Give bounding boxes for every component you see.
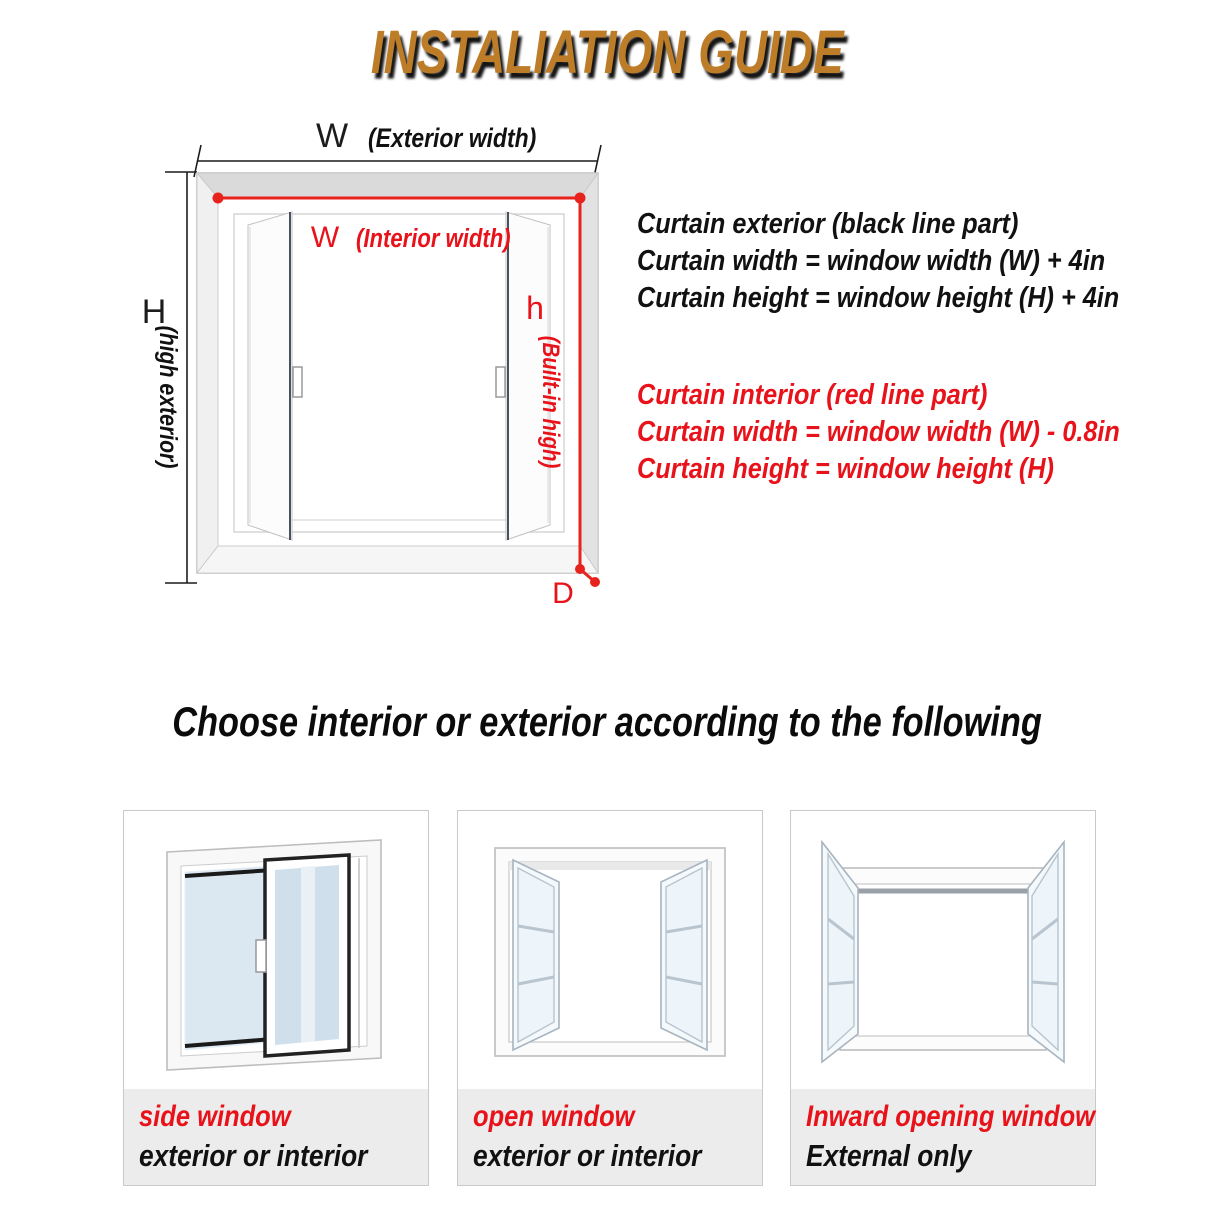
red-dot-top-right bbox=[575, 193, 586, 204]
red-dot-depth bbox=[590, 577, 600, 587]
inward-opening-window-image bbox=[791, 811, 1095, 1089]
red-dot-bottom bbox=[575, 564, 585, 574]
side-window-caption bbox=[124, 1089, 428, 1185]
interior-note-line-2: Curtain width = window width (W) - 0.8in bbox=[637, 416, 1120, 448]
exterior-height-dimension bbox=[142, 172, 197, 583]
side-window-mount-label: exterior or interior bbox=[139, 1138, 368, 1173]
inward-opening-window-caption bbox=[791, 1089, 1095, 1185]
exterior-note-line-3: Curtain height = window height (H) + 4in bbox=[637, 282, 1120, 314]
inward-opening-window-mount-label: External only bbox=[806, 1138, 972, 1173]
exterior-height-label: (high exterior) bbox=[154, 325, 183, 469]
side-window-type-label: side window bbox=[139, 1100, 291, 1133]
page-title: INSTALIATION GUIDE bbox=[370, 17, 844, 87]
inward-opening-window-type-label: Inward opening window bbox=[806, 1100, 1095, 1133]
side-window-illustration bbox=[125, 812, 427, 1088]
left-sash-handle bbox=[293, 367, 302, 397]
interior-note bbox=[637, 377, 1120, 488]
interior-width-label: (Interior width) bbox=[356, 224, 511, 254]
depth-letter: D bbox=[552, 577, 574, 610]
exterior-note bbox=[637, 206, 1119, 317]
exterior-width-letter: W bbox=[315, 117, 349, 155]
sliding-sash-handle bbox=[256, 940, 266, 972]
interior-note-line-3: Curtain height = window height (H) bbox=[637, 453, 1054, 485]
open-window-image bbox=[458, 811, 762, 1089]
page-title-wrap bbox=[0, 16, 1214, 87]
exterior-width-dimension bbox=[194, 117, 601, 177]
interior-width-letter: W bbox=[310, 221, 340, 254]
section-heading: Choose interior or exterior according to the following bbox=[172, 700, 1042, 746]
open-window-mount-label: exterior or interior bbox=[473, 1138, 702, 1173]
right-sash-handle bbox=[496, 367, 505, 397]
built-in-height-letter: h bbox=[526, 290, 544, 326]
panel-side-window bbox=[123, 810, 429, 1186]
window-measurement-diagram bbox=[140, 95, 645, 625]
side-window-image bbox=[124, 811, 428, 1089]
inward-opening-window-illustration bbox=[792, 812, 1094, 1088]
panel-inward-opening-window bbox=[790, 810, 1096, 1186]
open-window-illustration bbox=[459, 812, 761, 1088]
open-window-type-label: open window bbox=[473, 1100, 635, 1133]
panel-open-window bbox=[457, 810, 763, 1186]
exterior-note-line-2: Curtain width = window width (W) + 4in bbox=[637, 245, 1106, 277]
open-window-caption bbox=[458, 1089, 762, 1185]
exterior-height-letter: H bbox=[141, 293, 167, 331]
exterior-width-label: (Exterior width) bbox=[368, 123, 537, 154]
section-heading-wrap bbox=[0, 700, 1214, 744]
exterior-note-line-1: Curtain exterior (black line part) bbox=[637, 208, 1019, 240]
built-in-height-label: (Built-in high) bbox=[537, 335, 565, 469]
red-dot-top-left bbox=[213, 193, 224, 204]
interior-note-line-1: Curtain interior (red line part) bbox=[637, 379, 988, 411]
